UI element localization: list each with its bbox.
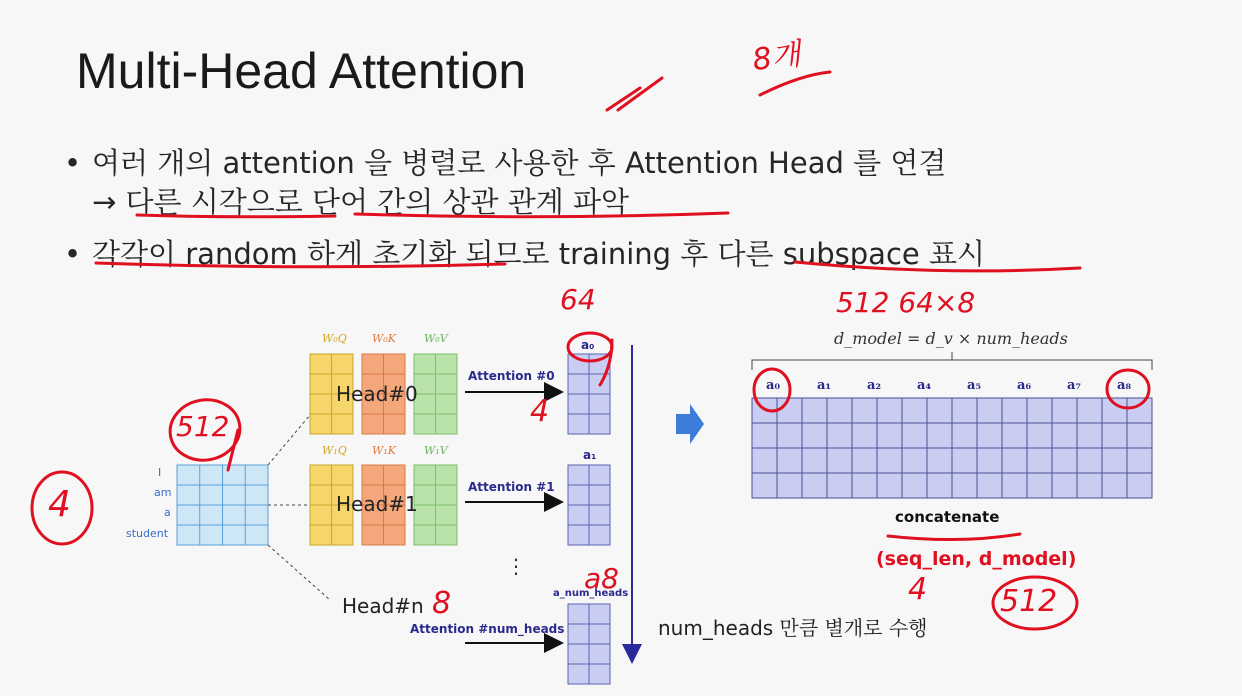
token-label: student	[126, 527, 169, 540]
shape-label: (seq_len, d_model)	[876, 548, 1077, 570]
ink-note: a8	[584, 562, 619, 595]
head-label: Head#n	[342, 594, 424, 618]
token-label: I	[158, 466, 162, 479]
attention-label: Attention #0	[468, 369, 555, 383]
concat-label: a₀	[766, 378, 781, 393]
output-label: a₀	[581, 338, 595, 352]
output-a0	[568, 354, 610, 434]
weight-label: W₀Q	[322, 332, 347, 345]
ink-note: 512	[1000, 584, 1058, 619]
concat-label: a₅	[967, 378, 982, 393]
concat-label: a₄	[917, 378, 932, 393]
ink-note: 4	[908, 572, 928, 607]
bullet-dot: •	[64, 237, 82, 271]
attention-label: Attention #num_heads	[410, 622, 565, 636]
bullet-1-line1: 여러 개의 attention 을 병렬로 사용한 후 Attention Head 를 연결	[92, 146, 947, 180]
concat-label: a₁	[817, 378, 832, 393]
token-label: am	[154, 486, 172, 499]
ink-note: 4	[48, 484, 71, 525]
input-matrix	[177, 465, 268, 545]
concat-caption: concatenate	[895, 508, 1000, 526]
weight-label: W₁K	[372, 444, 396, 457]
output-a1	[568, 465, 610, 545]
weight-label: W₀V	[424, 332, 448, 345]
weight-label: W₀K	[372, 332, 396, 345]
connector-line	[268, 415, 310, 465]
ink-note: 64	[560, 283, 596, 316]
concat-label: a₂	[867, 378, 882, 393]
weight-label: W₁Q	[322, 444, 347, 457]
ink-note: 512	[176, 410, 230, 443]
concat-matrix	[752, 398, 1152, 498]
token-label: a	[164, 506, 171, 519]
attention-label: Attention #1	[468, 480, 555, 494]
head-label: Head#0	[336, 382, 418, 406]
weight-value-0	[414, 354, 457, 434]
ink-note: 8개	[750, 36, 803, 79]
right-arrow-icon	[676, 404, 704, 444]
head-label: Head#1	[336, 492, 418, 516]
concat-label: a₈	[1117, 378, 1132, 393]
concat-label: a₇	[1067, 378, 1082, 393]
ink-underline	[888, 534, 1020, 540]
ink-title-mark	[607, 78, 662, 110]
output-label: a_num_heads	[553, 588, 629, 599]
ink-note: 512 64×8	[836, 286, 976, 319]
weight-value-1	[414, 465, 457, 545]
ink-note: 4	[530, 394, 550, 429]
bullet-2-line1: 각각이 random 하게 초기화 되므로 training 후 다른 subspace 표시	[92, 237, 985, 271]
ink-note: 8	[432, 586, 452, 621]
ink-underline	[137, 215, 335, 217]
output-label: a₁	[583, 448, 597, 462]
output-an	[568, 604, 610, 684]
ink-underline	[355, 213, 728, 217]
ink-underline	[96, 263, 505, 267]
bullet-dot: •	[64, 146, 82, 180]
slide-title: Multi-Head Attention	[76, 43, 527, 99]
ellipsis: ⋮	[506, 554, 526, 578]
formula: d_model = d_v × num_heads	[834, 329, 1068, 348]
weight-label: W₁V	[424, 444, 448, 457]
concat-label: a₆	[1017, 378, 1032, 393]
ink-underline	[795, 262, 1080, 271]
connector-line	[268, 545, 330, 600]
brace	[752, 352, 1152, 370]
footnote: num_heads 만큼 별개로 수행	[658, 616, 928, 640]
bullet-1-continuation: → 다른 시각으로 단어 간의 상관 관계 파악	[92, 185, 630, 219]
